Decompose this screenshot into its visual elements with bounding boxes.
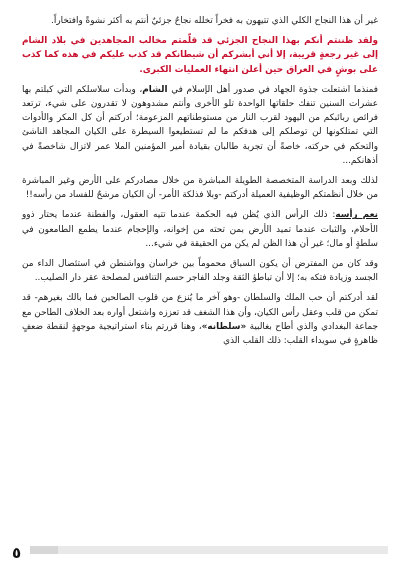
- footer-rule: [30, 546, 388, 554]
- head-emphasis: نعم رأسه: [335, 210, 378, 221]
- paragraph-3: [22, 83, 378, 168]
- paragraph-3-text-c: ، وبدأت سلاسلكم التي كبلتم بها عشرات السنين تنفك حلقاتها الواحدة تلو الأخرى وأنتم مشدوهون لا تقدرون على شيء، ترتعد فرائص ربائبكم من اليهود لقرب النار من مستوطناتهم المزعومة؛ أدركتم أن كل المكر والأدوات التي تمتلكونها لن توصلكم إلى هدفكم ما لم تستطيعوا السيطرة على الكيان المجاهد الناشئ والتحكم في حركته، خاصةً أن تجربة طالبان بقيادة أمير المؤمنين الملا عمر لاتزال شاخصةً في أذهانكم...: [22, 84, 378, 166]
- paragraph-1: غير أن هذا النجاح الكلي الذي تتيهون به فخراً تخلله نجاحٌ جزئيٌ أنتم به أكثر نشوةً وافتخاراً.: [51, 16, 378, 26]
- paragraph-5: [22, 208, 378, 251]
- page-footer: [0, 544, 400, 566]
- paragraph-7: [22, 291, 378, 348]
- paragraph-3-text-a: فمنذما اشتعلت جذوة الجهاد في صدور أهل الإسلام في: [167, 84, 378, 95]
- paragraph-5-text-b: : ذلك الرأس الذي يُظن فيه الحكمة عندما تتيه العقول، والفطنة عندما يحتار ذوو الأحلام، والثبات عندما تميد الأرض بمن تحته من إخوانه، والإحجام عندما يطمع الطامعون في سلطةٍ أو مال؛ غير أن هذا الظن لم يكن من الحقيقة في شيء...: [22, 210, 378, 249]
- sultan-emphasis: «سلطانه»: [201, 321, 247, 332]
- paragraph-2-highlight: ولقد ظننتم أنكم بهذا النجاح الجزئي قد قلّمتم مخالب المجاهدين في بلاد الشام إلى غير رجعةٍ قريبة، إلا أني أبشركم أن شيطانكم قد كذب عليكم في هذه كما كذب على بوشٍ في العراق حين أعلن انتهاء العمليات الكبرى.: [22, 36, 378, 75]
- paragraph-7-text-c: ، وهنا قررتم بناء استراتيجية موجهةٍ لنقطة ضعفٍ ظاهرةٍ في سويداء القلب: ذلك القلب الذي: [22, 321, 378, 347]
- sham-emphasis: الشام: [142, 84, 168, 95]
- paragraph-7-text-a: لقد أدركتم أن حب الملك والسلطان -وهو آخر ما يُنزع من قلوب الصالحين فما بالك بغيرهم- قد تمكن من قلب وعقل رأس الكيان، وأن هذا الشغف قد تعززه واشتعل أواره بعد الخلاف الطاحن مع جماعة البغدادي والذي أطاح بغالبية: [22, 293, 378, 332]
- paragraph-6: وقد كان من المفترض أن يكون السباق محموماً بين خراسان وواشنطن في استئصال الداء من الجسد وزيادة فتكه به؛ إلا أن تباطؤ الثقة وجلد الفاجر حسم التنافس لمصلحة عقر دار الصليب..: [22, 259, 378, 284]
- footer-rule-accent: [30, 546, 58, 554]
- paragraph-4: لذلك وبعد الدراسة المتخصصة الطويلة المباشرة من خلال مصادركم على الأرض وغير المباشرة من خلال أنظمتكم الوظيفية العميلة أدركتم -وبلا فذلكة الأمر- أن الكيان مرشحٌ للفساد من رأسه!!: [22, 176, 378, 201]
- page-number: ٥: [12, 544, 22, 562]
